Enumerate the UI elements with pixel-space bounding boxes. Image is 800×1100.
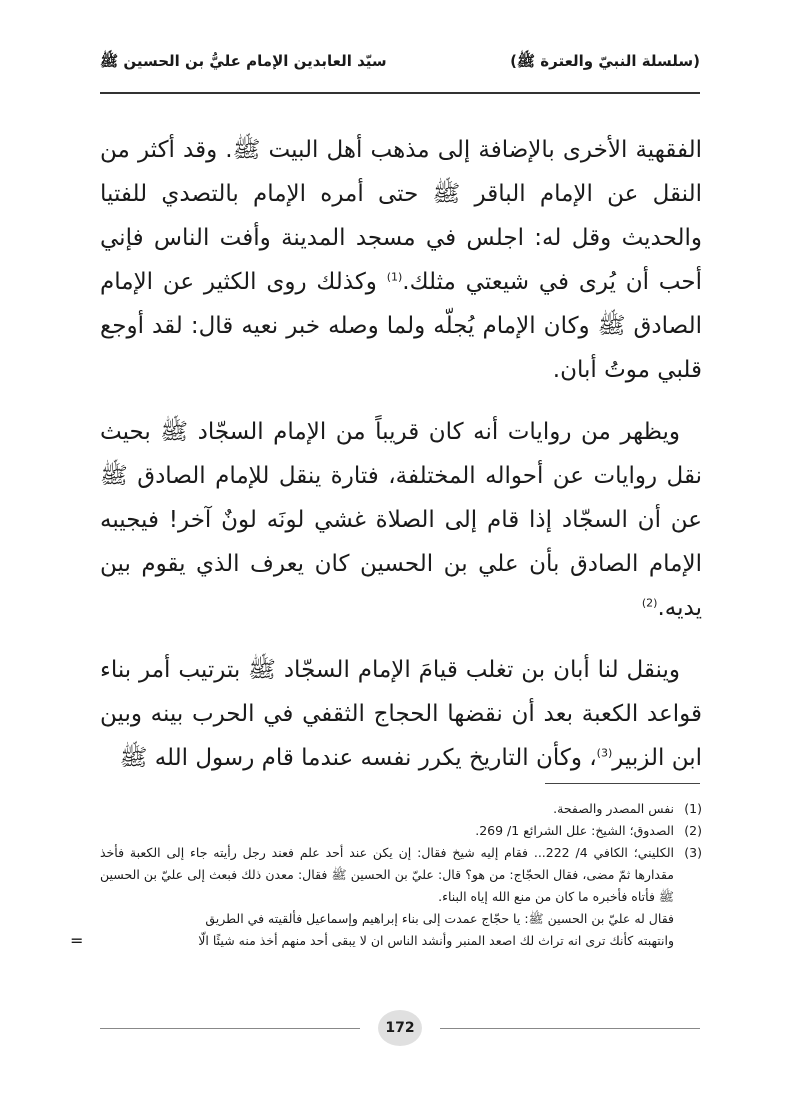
footnote-divider — [545, 783, 700, 784]
footnote-3: (3) الكليني؛ الكافي 4/ 222... فقام إليه شيخ فقال: إن يكن عند أحد علم فعند رجل رأيته جاء إلى الكعبة فأخذ مقدارها ثمّ مضى، فقال الحجّاج: من هو؟ قال: عليّ بن الحسين ﷺ فقال: معدن ذلك فبعث إلى عليّ بن الحسين ﷺ فأتاه فأخبره ما كان من منع الله إياه البناء. — [100, 845, 702, 904]
footnote-ref-2: (2) — [641, 596, 658, 610]
footnotes — [70, 798, 702, 952]
paragraph-1: الفقهية الأخرى بالإضافة إلى مذهب أهل البيت ﷺ. وقد أكثر من النقل عن الإمام الباقر ﷺ حتى أمره الإمام بالتصدي للفتيا والحديث وقل له: اجلس في مسجد المدينة وأفت الناس فإني أحب أن يُرى في شيعتي مثلك.$^{(1)}$ وكذلك روى الكثير عن الإمام الصادق ﷺ وكان الإمام يُجلّه ولما وصله خبر نعيه قال: لقد أوجع قلبي موتُ أبان. — [100, 137, 702, 383]
footnote-1: (1) نفس المصدر والصفحة. — [553, 801, 702, 816]
continuation-mark: = — [70, 931, 84, 950]
footnote-3-continued-2: وانتهبته كأنك ترى انه تراث لك اصعد المنبر وأنشد الناس ان لا يبقى أحد منهم أخذ منه شيئًا الّا = — [70, 931, 674, 950]
header-book-title: سيّد العابدين الإمام عليُّ بن الحسين ﷺ — [100, 52, 387, 70]
footer-line-right — [440, 1028, 700, 1029]
footnote-ref-1: (1) — [386, 270, 403, 284]
page-number: 172 — [378, 1010, 422, 1046]
page-footer — [100, 1010, 700, 1046]
header-series-title: (سلسلة النبيّ والعترة ﷺ) — [510, 52, 700, 70]
footnote-3-continued-1: فقال له عليّ بن الحسين ﷺ: يا حجّاج عمدت إلى بناء إبراهيم وإسماعيل فألقيته في الطريق — [205, 911, 674, 926]
footnote-2: (2) الصدوق؛ الشيخ: علل الشرائع 1/ 269. — [475, 823, 702, 838]
main-text — [100, 128, 702, 798]
paragraph-3: وينقل لنا أبان بن تغلب قيامَ الإمام السجّاد ﷺ بترتيب أمر بناء قواعد الكعبة بعد أن نقضها الحجاج الثقفي في الحرب بينه وبين ابن الزبير$^{(3)}$، وكأن التاريخ يكرر نفسه عندما قام رسول الله ﷺ — [100, 657, 702, 771]
footer-line-left — [100, 1028, 360, 1029]
footnote-ref-3: (3) — [596, 746, 613, 760]
paragraph-2: ويظهر من روايات أنه كان قريباً من الإمام السجّاد ﷺ بحيث نقل روايات عن أحواله المختلفة، فتارة ينقل للإمام الصادق ﷺ عن أن السجّاد إذا قام إلى الصلاة غشي لونَه لونٌ آخر! فيجيبه الإمام الصادق بأن علي بن الحسين كان يعرف الذي يقوم بين يديه.$^{(2)}$ — [100, 419, 702, 621]
running-header — [100, 48, 700, 78]
header-divider — [100, 92, 700, 94]
